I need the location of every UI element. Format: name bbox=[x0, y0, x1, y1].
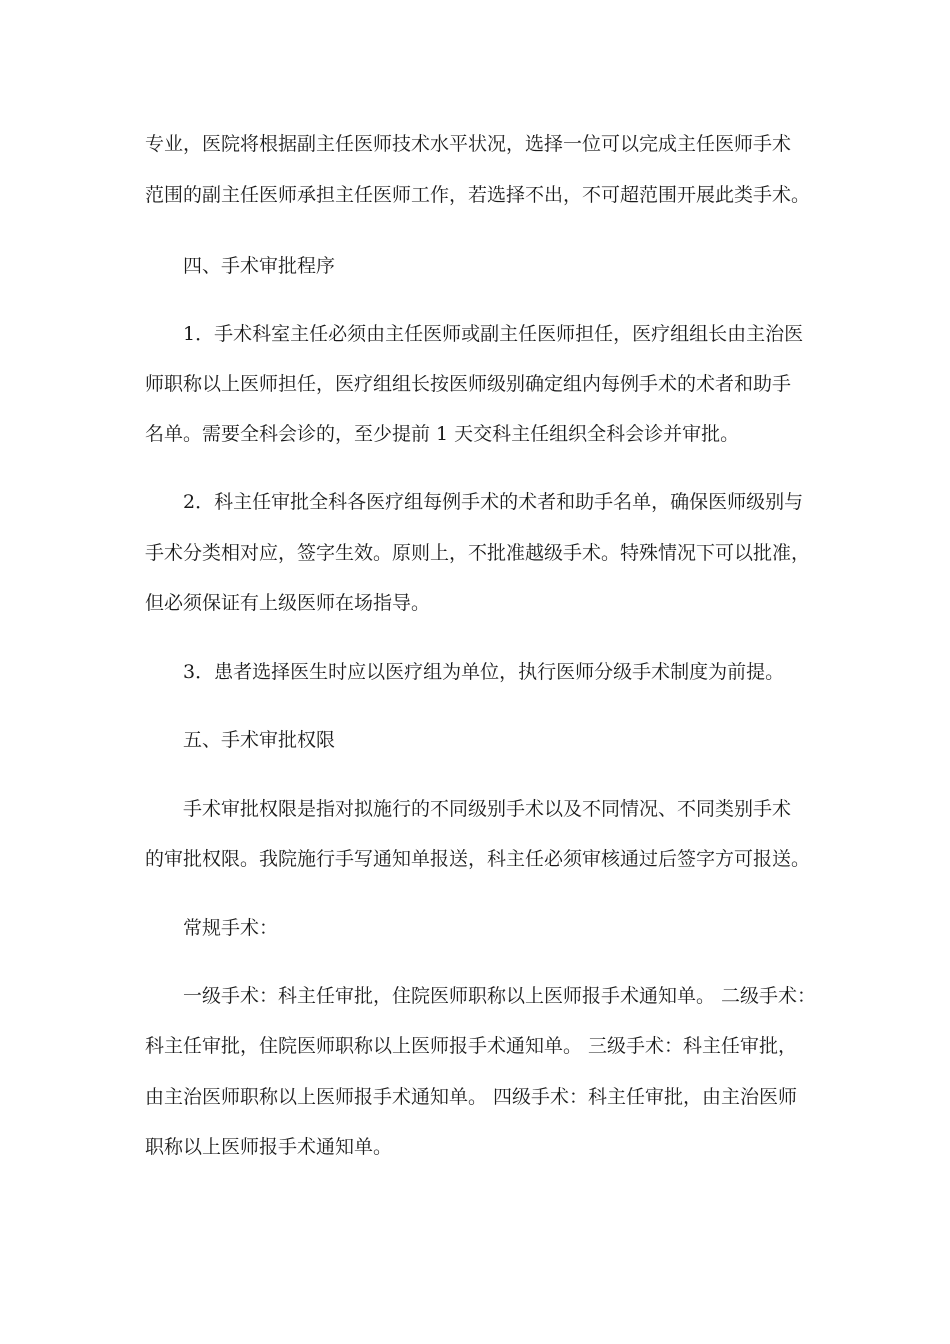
body-text-line: 科主任审批，住院医师职称以上医师报手术通知单。 三级手术：科主任审批， bbox=[145, 1035, 798, 1057]
body-text-line: 但必须保证有上级医师在场指导。 bbox=[145, 592, 431, 614]
body-text-line: 一级手术：科主任审批，住院医师职称以上医师报手术通知单。 二级手术： bbox=[183, 985, 817, 1007]
section-heading: 四、手术审批程序 bbox=[183, 255, 336, 277]
section-heading: 五、手术审批权限 bbox=[183, 729, 336, 751]
body-text-line: 范围的副主任医师承担主任医师工作，若选择不出，不可超范围开展此类手术。 bbox=[145, 184, 811, 206]
body-text-line: 手术分类相对应，签字生效。原则上，不批准越级手术。特殊情况下可以批准， bbox=[145, 542, 811, 564]
body-text-line: 专业，医院将根据副主任医师技术水平状况，选择一位可以完成主任医师手术 bbox=[145, 133, 792, 155]
body-text-line: 师职称以上医师担任，医疗组组长按医师级别确定组内每例手术的术者和助手 bbox=[145, 373, 792, 395]
subheading: 常规手术： bbox=[183, 917, 279, 939]
body-text-line: 由主治医师职称以上医师报手术通知单。 四级手术：科主任审批，由主治医师 bbox=[145, 1086, 798, 1108]
body-text-line: 2．科主任审批全科各医疗组每例手术的术者和助手名单，确保医师级别与 bbox=[183, 491, 804, 513]
body-text-line: 3．患者选择医生时应以医疗组为单位，执行医师分级手术制度为前提。 bbox=[183, 661, 785, 683]
body-text-line: 的审批权限。我院施行手写通知单报送，科主任必须审核通过后签字方可报送。 bbox=[145, 848, 811, 870]
body-text-line: 1．手术科室主任必须由主任医师或副主任医师担任，医疗组组长由主治医 bbox=[183, 323, 804, 345]
body-text-line: 职称以上医师报手术通知单。 bbox=[145, 1136, 393, 1158]
body-text-line: 手术审批权限是指对拟施行的不同级别手术以及不同情况、不同类别手术 bbox=[183, 798, 792, 820]
body-text-line: 名单。需要全科会诊的，至少提前 1 天交科主任组织全科会诊并审批。 bbox=[145, 423, 740, 445]
